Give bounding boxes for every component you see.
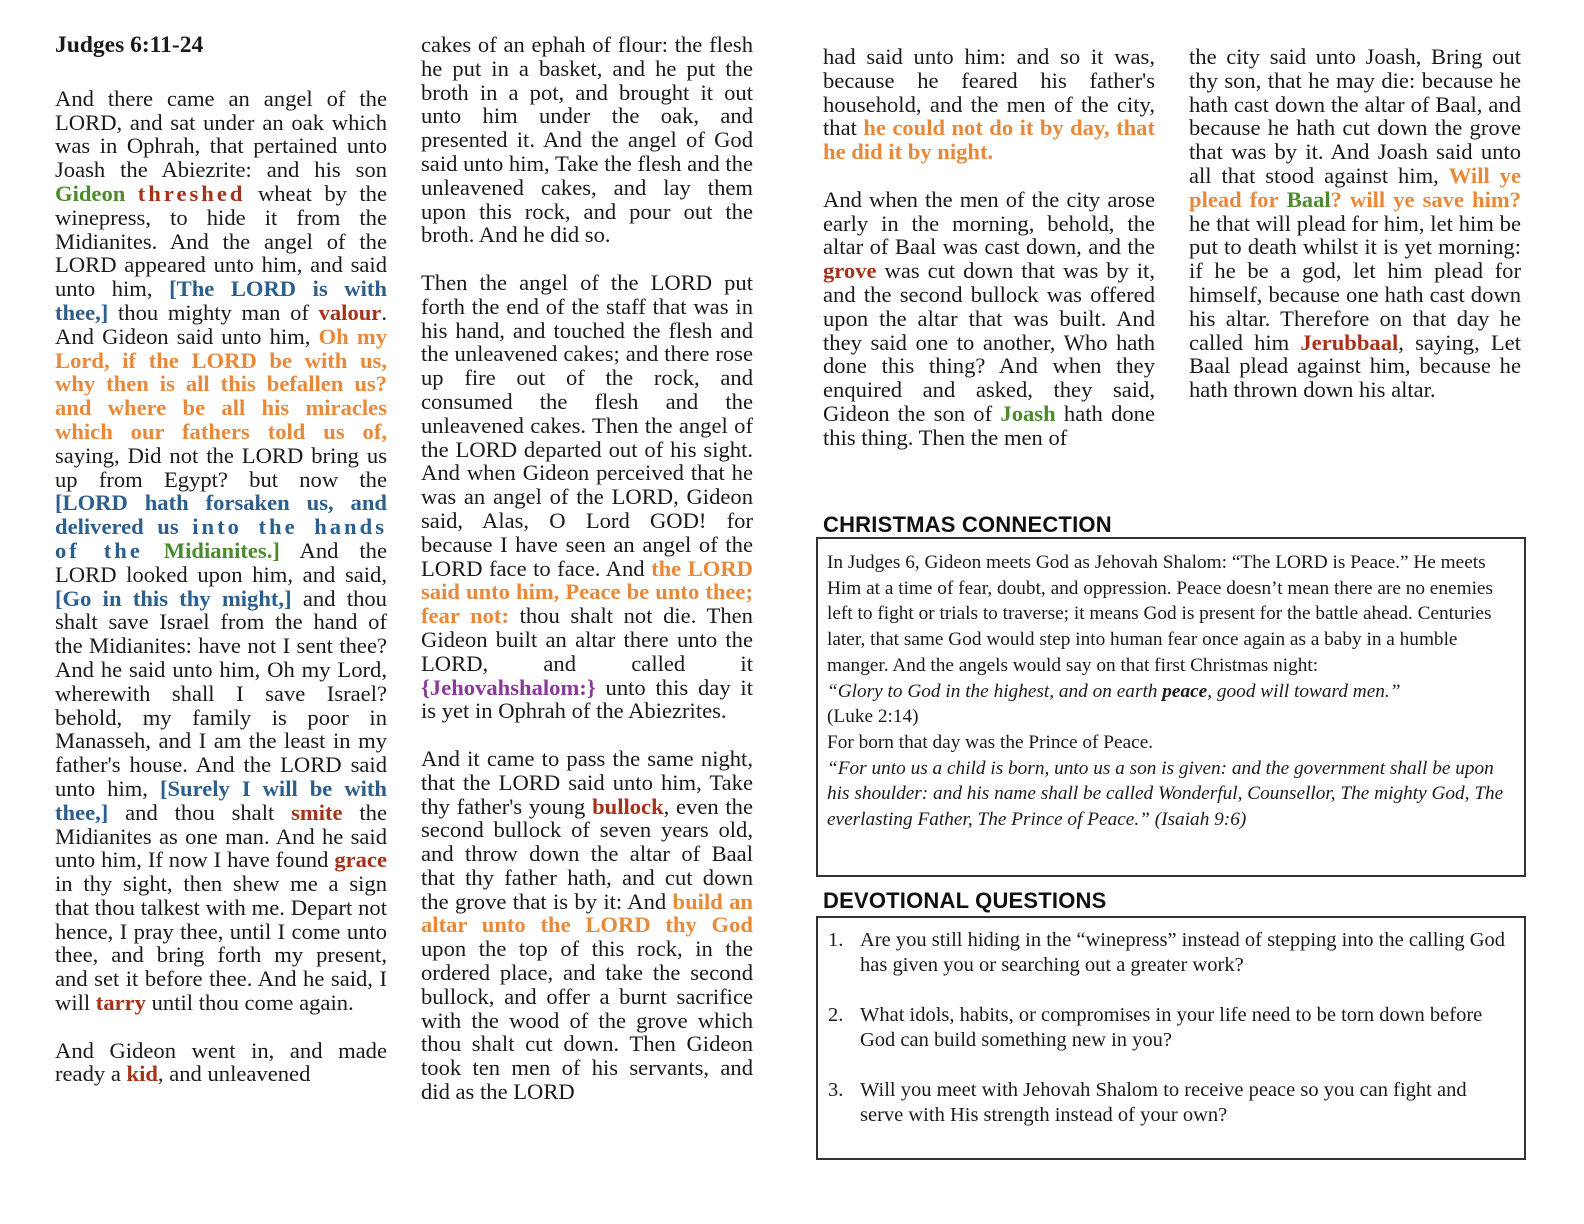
highlight-smite: smite	[291, 799, 343, 825]
paragraph	[421, 271, 753, 723]
highlight-go-in-might: [Go in this thy might,]	[55, 585, 292, 611]
luke-reference: (Luke 2:14)	[827, 706, 919, 728]
text: unto this day it is yet in Ophrah of the Abiezrites.	[421, 674, 753, 724]
text: until thou come again.	[145, 990, 354, 1016]
text: And it came to pass the same night, that the LORD said unto him, Take thy father's young	[421, 745, 753, 819]
prince-of-peace-line: For born that day was the Prince of Peace.	[827, 731, 1154, 753]
text: and thou shalt save Israel from the hand of the Midianites: have not I sent thee? And he said unto him, Oh my Lord, wherewith shall I save Israel? behold, my family is poor in Manasseh, and I am the least in my father's house. And the LORD said unto him,	[55, 585, 387, 801]
highlight-build-an-altar: build an altar unto the LORD thy God	[421, 888, 753, 938]
column-3	[823, 45, 1155, 473]
text: Then the angel of the LORD put forth the end of the staff that was in his hand, and touched the flesh and the unleavened cakes; and there rose up fire out of the rock, and consumed the flesh and the unleavened cakes. Then the angel of the LORD departed out of his sight. And when Gideon perceived that he was an angel of the LORD, Gideon said, Alas, O Lord GOD! for because I have seen an angel of the LORD face to face. And	[421, 269, 753, 581]
paragraph	[823, 188, 1155, 450]
highlight-peace-be-unto-thee: the LORD said unto him, Peace be unto thee; fear not:	[421, 555, 753, 629]
highlight-oh-my-lord: Oh my Lord, if the LORD be with us, why then is all this befallen us? and where be all his miracles which our fathers told us of,	[55, 323, 387, 444]
question-text: Will you meet with Jehovah Shalom to receive peace so you can fight and serve with His strength instead of your own?	[860, 1079, 1467, 1126]
text: , even the second bullock of seven years old, and throw down the altar of Baal that thy father hath, and cut down the grove that is by it: And	[421, 793, 754, 914]
text: thou mighty man of	[108, 299, 319, 325]
text: thou shalt not die. Then Gideon built an altar there unto the LORD, and called it	[421, 603, 753, 676]
highlight-grace: grace	[334, 847, 387, 873]
highlight-gideon: Gideon	[55, 180, 126, 206]
text: and thou shalt	[108, 799, 292, 825]
highlight-will-ye-save: ? will ye save him?	[1330, 186, 1521, 212]
highlight-jehovahshalom: {Jehovahshalom:}	[421, 674, 596, 700]
devotional-questions-box	[816, 916, 1526, 1160]
text: the city said unto Joash, Bring out thy son, that he may die: because he hath cast down the altar of Baal, and because he hath cut down the grove that was by it. And Joash said unto all that stood against him,	[1189, 44, 1521, 188]
text: was cut down that was by it, and the second bullock was offered upon the altar that was built. And they said one to another, Who hath done this thing? And when they enquired and asked, they said, Gideon the son of	[823, 258, 1155, 426]
highlight-by-night: he could not do it by day, that he did it by night.	[823, 115, 1156, 165]
luke-quote	[827, 679, 1514, 705]
question-text: Are you still hiding in the “winepress” instead of stepping into the calling God has given you or searching out a greater work?	[860, 929, 1506, 976]
quote-peace: peace	[1162, 680, 1208, 702]
text: , saying, Let Baal plead against him, because he hath thrown down his altar.	[1189, 329, 1521, 403]
highlight-tarry: tarry	[95, 990, 146, 1016]
text: , and unleavened	[157, 1061, 311, 1087]
text	[125, 181, 137, 206]
text: had said unto him: and so it was, because he feared his father's household, and the men of the city, that	[823, 44, 1155, 141]
paragraph	[55, 87, 387, 1015]
highlight-will-ye-plead: Will ye plead for	[1189, 162, 1521, 212]
question-text: What idols, habits, or compromises in your life need to be torn down before God can build something new in you?	[860, 1004, 1483, 1051]
quote-text: “For unto us a child is born, unto us a son is given: and the government shall be upon his shoulder: and his name shall be called Wonderful, Counsellor, The mighty God, The everlasting Father, The Prince of Peace.”	[827, 757, 1504, 831]
text: And when the men of the city arose early in the morning, behold, the altar of Baal was cast down, and the	[823, 186, 1155, 260]
highlight-threshed: threshed	[137, 180, 246, 206]
paragraph	[55, 1039, 387, 1087]
highlight-jerubbaal: Jerubbaal	[1300, 329, 1399, 355]
question-item	[828, 1003, 1514, 1052]
isaiah-quote	[827, 756, 1514, 833]
question-number: 3.	[828, 1079, 844, 1101]
text: And Gideon went in, and made ready a	[55, 1037, 387, 1087]
column-2	[421, 33, 753, 1128]
text: . And Gideon said unto him,	[55, 299, 387, 349]
text: the Midianites as one man. And he said unto him, If now I have found	[55, 799, 387, 873]
text: saying, Did not the LORD bring us up from Egypt? but now the	[55, 442, 387, 492]
text: And the LORD looked upon him, and said,	[55, 537, 387, 587]
highlight-lord-with-thee: [The LORD is with thee,]	[55, 276, 387, 325]
highlight-baal: Baal	[1286, 186, 1331, 212]
highlight-kid: kid	[126, 1061, 158, 1087]
christmas-connection-box	[816, 537, 1526, 877]
question-item	[828, 928, 1514, 977]
christmas-connection-heading: CHRISTMAS CONNECTION	[823, 512, 1112, 537]
column-1	[55, 32, 387, 1110]
highlight-forsaken: [LORD hath forsaken us, and delivered us	[55, 490, 387, 540]
text: upon the top of this rock, in the ordered place, and take the second bullock, and offer a burnt sacrifice with the wood of the grove which thou shalt cut down. Then Gideon took ten men of his servants, and did as the LORD	[421, 936, 753, 1105]
highlight-valour: valour	[318, 299, 382, 325]
question-number: 1.	[828, 929, 844, 951]
column-4	[1189, 45, 1521, 426]
text: hath done this thing. Then the men of	[823, 400, 1155, 450]
text: wheat by the winepress, to hide it from the Midianites. And the angel of the LORD appeared unto him, and said unto him,	[55, 180, 387, 302]
paragraph: cakes of an ephah of flour: the flesh he put in a basket, and he put the broth in a pot, and brought it out unto him under the oak, and presented it. And the angel of God said unto him, Take the flesh and the unleavened cakes, and lay them upon this rock, and pour out the broth. And he did so.	[421, 32, 753, 248]
text: And there came an angel of the LORD, and sat under an oak which was in Ophrah, that pertained unto Joash the Abiezrite: and his son	[55, 85, 387, 183]
text: he that will plead for him, let him be put to death whilst it is yet morning: if he be a god, let him plead for himself, because one hath cast down his altar. Therefore on that day he called him	[1189, 210, 1521, 355]
quote-text: “Glory to God in the highest, and on earth	[827, 680, 1163, 702]
highlight-midianites: Midianites.]	[163, 537, 280, 563]
highlight-grove: grove	[823, 258, 877, 284]
highlight-joash: Joash	[1000, 400, 1056, 426]
highlight-surely-with-thee: [Surely I will be with thee,]	[55, 775, 387, 825]
quote-text: , good will toward men.”	[1207, 680, 1401, 702]
question-number: 2.	[828, 1004, 844, 1026]
christmas-body: In Judges 6, Gideon meets God as Jehovah Shalom: “The LORD is Peace.” He meets Him at a time of fear, doubt, and oppression. Peace doesn’t mean there are no enemies left to fight or trials to traverse; it means God is present for the battle ahead. Centuries later, that same God would step into human fear once again as a baby in a humble manger. And the angels would say on that first Christmas night:	[827, 552, 1493, 676]
paragraph	[823, 45, 1155, 164]
highlight-into-hands: into the hands of the	[55, 514, 387, 563]
paragraph	[421, 747, 753, 1104]
isaiah-reference: (Isaiah 9:6)	[1149, 809, 1247, 831]
text: in thy sight, then shew me a sign that thou talkest with me. Depart not hence, I pray thee, until I come unto thee, and bring forth my present, and set it before thee. And he said, I will	[55, 871, 387, 1016]
passage-title: Judges 6:11-24	[55, 32, 204, 58]
paragraph	[1189, 45, 1521, 402]
highlight-bullock: bullock	[592, 793, 664, 819]
devotional-questions-heading: DEVOTIONAL QUESTIONS	[823, 888, 1107, 913]
question-item	[828, 1078, 1514, 1127]
